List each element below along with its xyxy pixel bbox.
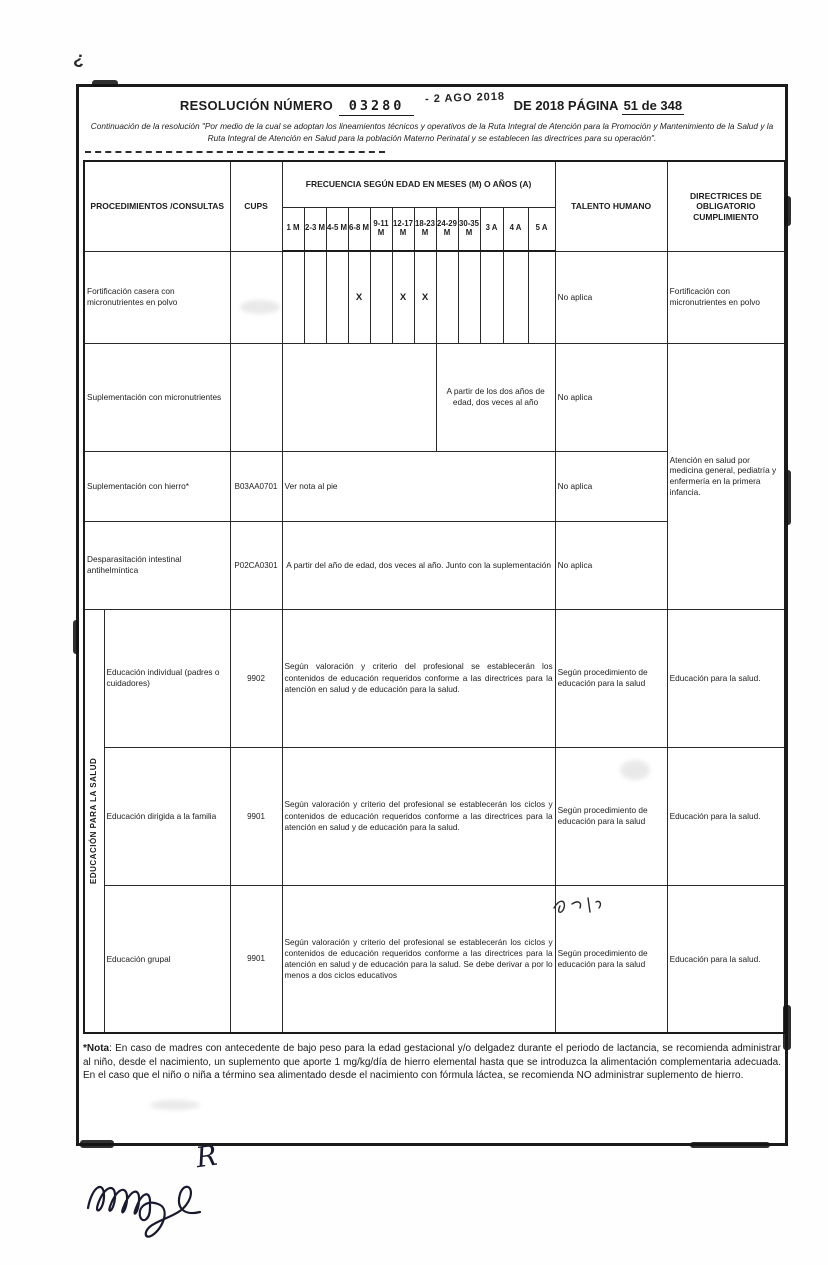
procedure-name: Desparasitación intestinal antihelmíntica — [84, 521, 230, 609]
procedure-name: Suplementación con micronutrientes — [84, 343, 230, 451]
talento-cell: No aplica — [555, 343, 667, 451]
cups-code: B03AA0701 — [230, 451, 282, 521]
col-header-procedimientos: PROCEDIMIENTOS /CONSULTAS — [84, 161, 230, 251]
age-col-header: 12-17 M — [392, 207, 414, 251]
col-header-frecuencia: FRECUENCIA SEGÚN EDAD EN MESES (M) O AÑOS (A) — [282, 161, 555, 207]
freq-mark — [436, 251, 458, 343]
table-header-row — [84, 161, 785, 207]
freq-text-cell: Según valoración y criterio del profesional se establecerán los ciclos y contenidos de educación requeridos conforme a las directrices para la atención en salud y de educación para la salud. — [282, 747, 555, 885]
cups-code: 9901 — [230, 885, 282, 1033]
freq-text-cell: Ver nota al pie — [282, 451, 555, 521]
procedure-name: Educación grupal — [104, 885, 230, 1033]
date-stamp: - 2 AGO 2018 — [424, 90, 506, 106]
group-cell — [84, 609, 104, 1033]
col-header-talento: TALENTO HUMANO — [555, 161, 667, 251]
age-col-header: 4 A — [503, 207, 528, 251]
footnote-text: : En caso de madres con antecedente de bajo peso para la edad gestacional y/o delgadez durante el periodo de lactancia, se recomienda administrar al niño, desde el nacimiento, un suplemento que aporte 1 mg/kg/día de hierro elemental hasta que se introduzca la alimentación complementaria adecuada. En el caso que el niño o niña a término sea alimentado desde el nacimiento con fórmula láctea, se recomienda NO administrar suplemento de hierro. — [83, 1043, 781, 1081]
freq-mark — [458, 251, 480, 343]
talento-cell: Según procedimiento de educación para la salud — [555, 747, 667, 885]
procedures-table — [83, 160, 786, 1034]
age-col-header: 9-11 M — [370, 207, 392, 251]
table-row — [84, 609, 785, 747]
talento-cell: No aplica — [555, 251, 667, 343]
age-col-header: 6-8 M — [348, 207, 370, 251]
procedure-name: Fortificación casera con micronutrientes en polvo — [84, 251, 230, 343]
scan-smudge — [620, 760, 650, 780]
scan-artifact — [92, 80, 118, 87]
scan-smudge — [150, 1100, 200, 1110]
signature-initial: R — [193, 1138, 220, 1175]
freq-mark — [282, 251, 304, 343]
cups-code — [230, 251, 282, 343]
table-row — [84, 747, 785, 885]
talento-cell: Según procedimiento de educación para la salud — [555, 609, 667, 747]
scan-artifact — [73, 620, 79, 654]
age-col-header: 3 A — [480, 207, 503, 251]
directriz-cell: Educación para la salud. — [667, 885, 785, 1033]
cups-code — [230, 343, 282, 451]
procedure-name: Educación dirigida a la familia — [104, 747, 230, 885]
title-middle: DE 2018 PÁGINA — [513, 98, 618, 113]
scan-smudge — [240, 300, 280, 314]
continuation-paragraph: Continuación de la resolución "Por medio de la cual se adoptan los lineamientos técnicos y operativos de la Ruta Integral de Atención para la Promoción y Mantenimiento de la Salud y la Ruta Integral de Atención en Salud para la población Materno Perinatal y se establecen las directrices para su operación". — [90, 121, 774, 143]
freq-mark — [326, 251, 348, 343]
title-prefix: RESOLUCIÓN NÚMERO — [179, 98, 334, 113]
scan-artifact — [690, 1142, 770, 1148]
freq-text-cell: A partir del año de edad, dos veces al año. Junto con la suplementación — [282, 521, 555, 609]
table-row — [84, 251, 785, 343]
col-header-directrices: DIRECTRICES DE OBLIGATORIO CUMPLIMIENTO — [667, 161, 785, 251]
freq-mark — [480, 251, 503, 343]
footnote-label: *Nota — [83, 1043, 110, 1055]
freq-empty-cell — [282, 343, 436, 451]
age-col-header: 5 A — [528, 207, 555, 251]
dashed-separator — [85, 151, 385, 153]
scan-artifact — [783, 1005, 791, 1050]
pen-mark — [552, 890, 608, 925]
scan-artifact — [784, 196, 791, 226]
cups-code: P02CA0301 — [230, 521, 282, 609]
scan-artifact — [785, 470, 791, 525]
resolution-number-stamp: 03280 — [339, 98, 415, 116]
page-number: 51 de 348 — [623, 98, 683, 113]
directriz-cell: Fortificación con micronutrientes en polvo — [667, 251, 785, 343]
cups-code: 9902 — [230, 609, 282, 747]
cups-code: 9901 — [230, 747, 282, 885]
freq-text-cell: Según valoración y criterio del profesional se establecerán los contenidos de educación requeridos conforme a las directrices para la atención en salud y de educación para la salud. — [282, 609, 555, 747]
group-label-educacion-para-la-salud: EDUCACIÓN PARA LA SALUD — [89, 757, 99, 885]
freq-mark: X — [392, 251, 414, 343]
procedure-name: Educación individual (padres o cuidadores) — [104, 609, 230, 747]
age-col-header: 24-29 M — [436, 207, 458, 251]
freq-mark — [304, 251, 326, 343]
freq-mark — [503, 251, 528, 343]
age-col-header: 2-3 M — [304, 207, 326, 251]
freq-mark — [370, 251, 392, 343]
age-col-header: 18-23 M — [414, 207, 436, 251]
directriz-cell: Atención en salud por medicina general, pediatría y enfermería en la primera infancia. — [667, 343, 785, 609]
footnote — [83, 1042, 781, 1082]
document-title — [83, 90, 781, 116]
col-header-cups: CUPS — [230, 161, 282, 251]
procedure-name: Suplementación con hierro* — [84, 451, 230, 521]
freq-mark: X — [414, 251, 436, 343]
table-row — [84, 885, 785, 1033]
talento-cell: Según procedimiento de educación para la salud — [555, 885, 667, 1033]
corner-pen-mark: ¿ — [72, 47, 88, 69]
freq-text-cell: A partir de los dos años de edad, dos veces al año — [436, 343, 555, 451]
talento-cell: No aplica — [555, 451, 667, 521]
freq-mark — [528, 251, 555, 343]
age-col-header: 30-35 M — [458, 207, 480, 251]
directriz-cell: Educación para la salud. — [667, 747, 785, 885]
directriz-cell: Educación para la salud. — [667, 609, 785, 747]
scan-artifact — [80, 1140, 114, 1148]
age-col-header: 1 M — [282, 207, 304, 251]
talento-cell: No aplica — [555, 521, 667, 609]
freq-text-cell: Según valoración y criterio del profesional se establecerán los ciclos y contenidos de educación requeridos conforme a las directrices para la atención en salud y de educación para la salud. Se debe derivar a por lo menos a dos ciclos educativos — [282, 885, 555, 1033]
age-col-header: 4-5 M — [326, 207, 348, 251]
table-row — [84, 343, 785, 451]
freq-mark: X — [348, 251, 370, 343]
page-frame — [76, 84, 788, 1146]
